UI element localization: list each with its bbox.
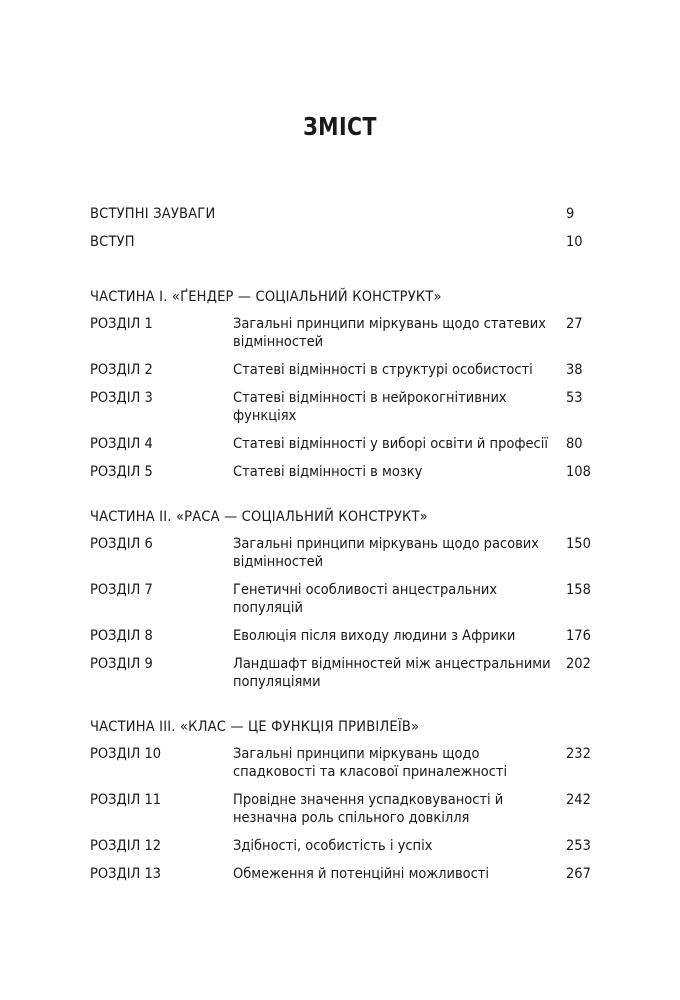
chapter-title: Ландшафт відмінностей між анцестральними популяціями — [233, 656, 551, 690]
chapter-label: РОЗДІЛ 7 — [90, 582, 153, 598]
chapter-page: 176 — [566, 628, 591, 644]
toc-entry-title: ВСТУП — [90, 234, 135, 250]
chapter-label: РОЗДІЛ 3 — [90, 390, 153, 406]
chapter-page: 202 — [566, 656, 591, 672]
chapter-label: РОЗДІЛ 12 — [90, 838, 162, 854]
chapter-label: РОЗДІЛ 4 — [90, 436, 153, 452]
chapter-page: 150 — [566, 536, 591, 552]
chapter-label: РОЗДІЛ 5 — [90, 464, 153, 480]
part-heading[interactable]: ЧАСТИНА ІІІ. «КЛАС — ЦЕ ФУНКЦІЯ ПРИВІЛЕЇВ» — [90, 719, 420, 735]
part-heading[interactable]: ЧАСТИНА І. «ҐЕНДЕР — СОЦІАЛЬНИЙ КОНСТРУКТ» — [90, 289, 442, 305]
chapter-label: РОЗДІЛ 6 — [90, 536, 153, 552]
chapter-label: РОЗДІЛ 8 — [90, 628, 153, 644]
chapter-title: Генетичні особливості анцестральних популяцій — [233, 582, 498, 616]
chapter-title: Статеві відмінності в нейрокогнітивних функціях — [233, 390, 507, 424]
chapter-label: РОЗДІЛ 2 — [90, 362, 153, 378]
toc-chapter-row[interactable] — [90, 837, 590, 855]
toc-chapter-row[interactable] — [90, 655, 590, 691]
toc-chapter-row[interactable] — [90, 389, 590, 425]
toc-entry-page: 9 — [566, 206, 575, 222]
toc-chapter-row[interactable] — [90, 361, 590, 379]
toc-chapter-row[interactable] — [90, 463, 590, 481]
chapter-title: Статеві відмінності в структурі особистості — [233, 362, 533, 378]
chapter-page: 53 — [566, 390, 583, 406]
toc-entry-page: 10 — [566, 234, 583, 250]
chapter-page: 232 — [566, 746, 591, 762]
chapter-label: РОЗДІЛ 10 — [90, 746, 162, 762]
chapter-page: 80 — [566, 436, 583, 452]
toc-chapter-row[interactable] — [90, 627, 590, 645]
toc-chapter-row[interactable] — [90, 535, 590, 571]
chapter-page: 158 — [566, 582, 591, 598]
chapter-title: Статеві відмінності у виборі освіти й професії — [233, 436, 548, 452]
toc-chapter-row[interactable] — [90, 435, 590, 453]
chapter-title: Провідне значення успадковуваності й незначна роль спільного довкілля — [233, 792, 504, 826]
toc-chapter-row[interactable] — [90, 581, 590, 617]
toc-chapter-row[interactable] — [90, 315, 590, 351]
chapter-title: Загальні принципи міркувань щодо спадковості та класової приналежності — [233, 746, 508, 780]
toc-chapter-row[interactable] — [90, 745, 590, 781]
chapter-label: РОЗДІЛ 9 — [90, 656, 153, 672]
chapter-page: 242 — [566, 792, 591, 808]
chapter-page: 267 — [566, 866, 591, 882]
toc-entry-title: ВСТУПНІ ЗАУВАГИ — [90, 206, 216, 222]
chapter-title: Еволюція після виходу людини з Африки — [233, 628, 516, 644]
chapter-title: Статеві відмінності в мозку — [233, 464, 423, 480]
toc-chapter-row[interactable] — [90, 865, 590, 883]
chapter-label: РОЗДІЛ 11 — [90, 792, 162, 808]
chapter-label: РОЗДІЛ 13 — [90, 866, 162, 882]
chapter-page: 253 — [566, 838, 591, 854]
toc-chapter-row[interactable] — [90, 791, 590, 827]
page-title: ЗМІСТ — [303, 112, 377, 141]
chapter-page: 27 — [566, 316, 583, 332]
chapter-title: Здібності, особистість і успіх — [233, 838, 433, 854]
chapter-title: Загальні принципи міркувань щодо статевих відмінностей — [233, 316, 546, 350]
chapter-page: 38 — [566, 362, 583, 378]
chapter-title: Обмеження й потенційні можливості — [233, 866, 490, 882]
part-heading[interactable]: ЧАСТИНА ІІ. «РАСА — СОЦІАЛЬНИЙ КОНСТРУКТ» — [90, 509, 428, 525]
toc-entry[interactable] — [90, 233, 590, 261]
table-of-contents — [90, 205, 590, 893]
chapter-title: Загальні принципи міркувань щодо расових відмінностей — [233, 536, 539, 570]
chapter-label: РОЗДІЛ 1 — [90, 316, 153, 332]
chapter-page: 108 — [566, 464, 591, 480]
toc-entry[interactable] — [90, 205, 590, 233]
